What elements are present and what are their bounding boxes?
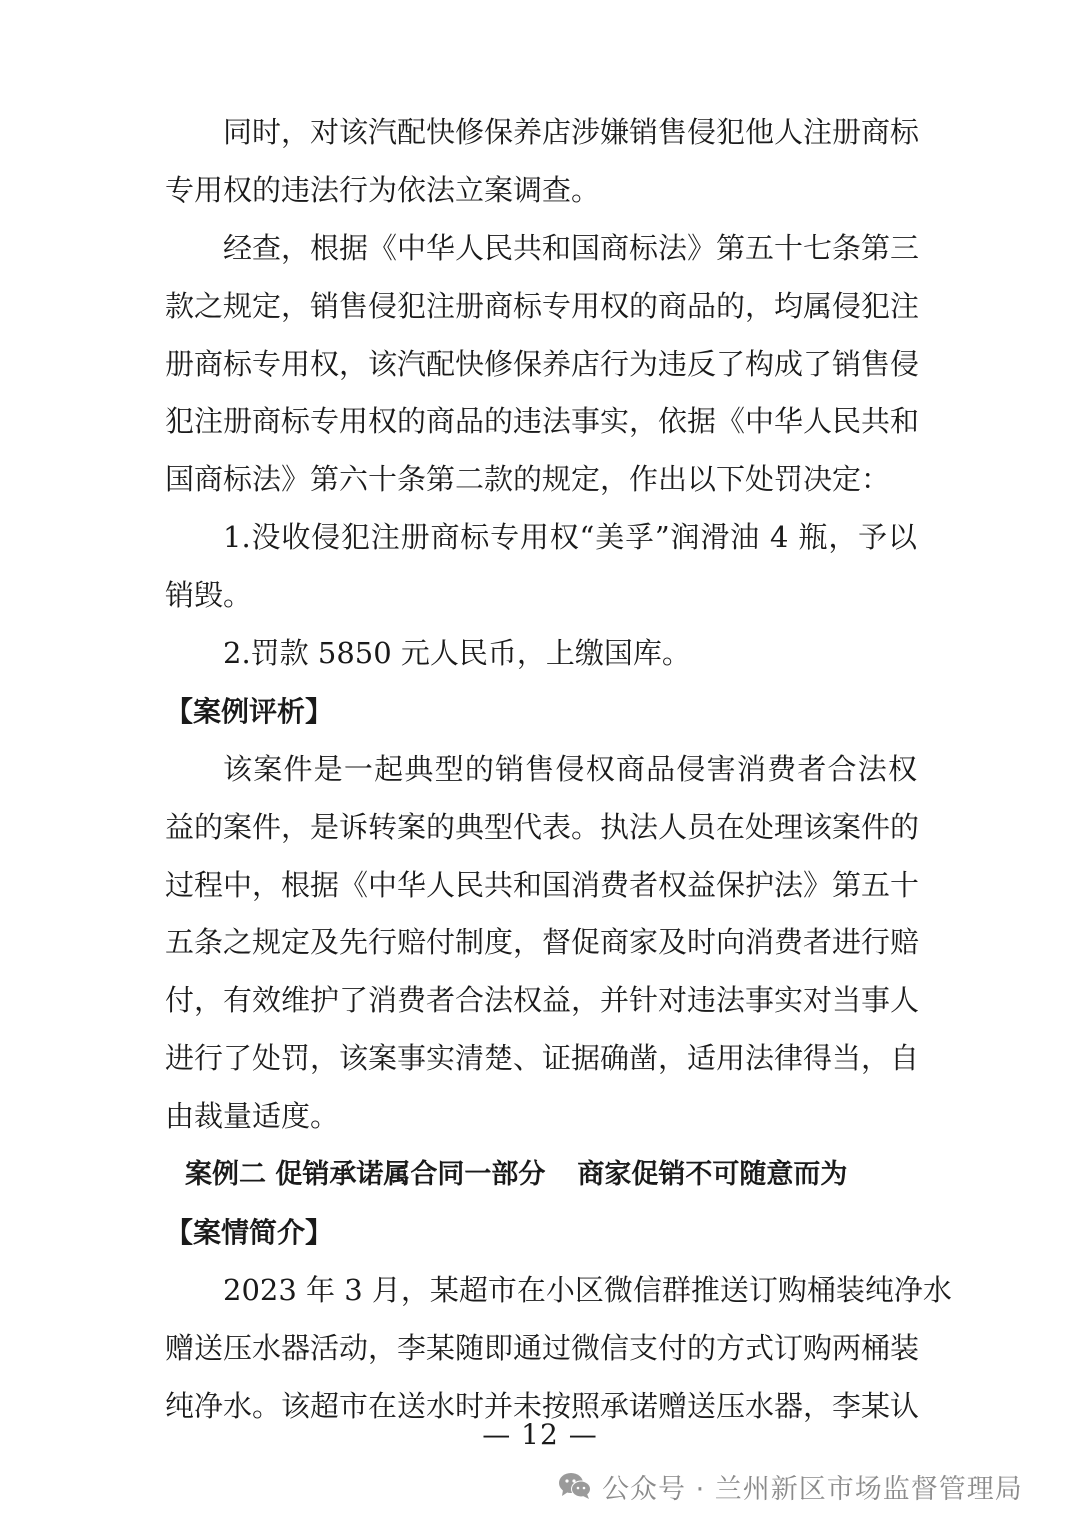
section-heading-case-summary: 【案情简介】	[165, 1215, 334, 1249]
paragraph-line: 册商标专用权，该汽配快修保养店行为违反了构成了销售侵	[165, 346, 920, 381]
case-two-title-part1: 案例二 促销承诺属合同一部分	[185, 1159, 546, 1191]
paragraph-line: 纯净水。该超市在送水时并未按照承诺赠送压水器，李某认	[165, 1388, 920, 1423]
page-number: — 12 —	[482, 1418, 598, 1451]
section-heading-case-analysis: 【案例评析】	[165, 694, 334, 728]
paragraph-line: 经查，根据《中华人民共和国商标法》第五十七条第三	[223, 230, 920, 265]
paragraph-line: 付，有效维护了消费者合法权益，并针对违法事实对当事人	[165, 983, 920, 1018]
paragraph-line: 国商标法》第六十条第二款的规定，作出以下处罚决定：	[165, 462, 891, 497]
paragraph-line: 由裁量适度。	[165, 1099, 340, 1134]
paragraph-line: 销毁。	[165, 578, 253, 613]
watermark	[558, 1458, 1023, 1514]
paragraph-line: 款之规定，销售侵犯注册商标专用权的商品的，均属侵犯注	[165, 288, 920, 323]
paragraph-line: 五条之规定及先行赔付制度，督促商家及时向消费者进行赔	[165, 925, 920, 960]
paragraph-line: 进行了处罚，该案事实清楚、证据确凿，适用法律得当，自	[165, 1041, 920, 1076]
paragraph-line: 2023 年 3 月，某超市在小区微信群推送订购桶装纯净水	[223, 1272, 952, 1307]
paragraph-line: 2.罚款 5850 元人民币，上缴国库。	[223, 636, 691, 671]
body-text	[165, 104, 952, 1435]
paragraph-line: 益的案件，是诉转案的典型代表。执法人员在处理该案件的	[165, 809, 920, 844]
paragraph-line: 该案件是一起典型的销售侵权商品侵害消费者合法权	[223, 751, 917, 786]
paragraph-line: 同时，对该汽配快修保养店涉嫌销售侵犯他人注册商标	[223, 115, 920, 149]
paragraph-line: 犯注册商标专用权的商品的违法事实，依据《中华人民共和	[165, 404, 920, 439]
wechat-icon	[558, 1472, 592, 1500]
case-two-title-part2: 商家促销不可随意而为	[577, 1159, 848, 1191]
watermark-text: 公众号 · 兰州新区市场监督管理局	[602, 1473, 1023, 1505]
paragraph-line: 赠送压水器活动，李某随即通过微信支付的方式订购两桶装	[165, 1330, 920, 1365]
paragraph-line: 1.没收侵犯注册商标专用权“美孚”润滑油 4 瓶，予以	[223, 520, 917, 555]
paragraph-line: 专用权的违法行为依法立案调查。	[165, 172, 601, 207]
paragraph-line: 过程中，根据《中华人民共和国消费者权益保护法》第五十	[165, 867, 920, 902]
case-two-title	[165, 1146, 917, 1204]
